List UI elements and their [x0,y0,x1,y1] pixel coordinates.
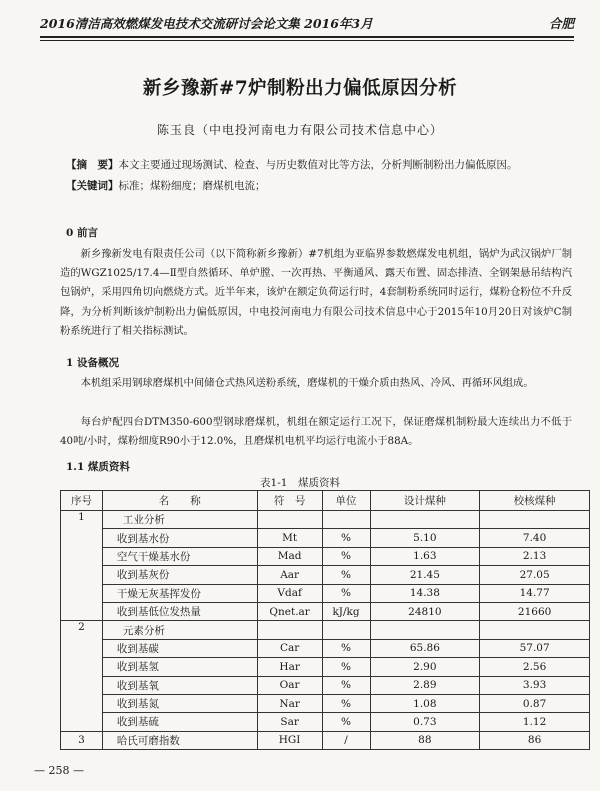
abstract [66,158,570,172]
table-row [61,529,590,547]
table-group-row [61,621,590,639]
page-number: — 258 — [34,764,84,777]
row-check: 0.87 [480,694,590,712]
author-line: 陈玉良（中电投河南电力有限公司技术信息中心） [156,123,443,137]
header-no: 序号 [61,491,103,511]
row-unit: % [322,566,370,584]
row-design: 2.90 [370,658,480,676]
group-no: 2 [61,621,103,731]
row-symbol: Aar [257,566,322,584]
running-header [40,14,574,38]
row-name: 收到基水份 [102,529,257,547]
row-name: 哈氏可磨指数 [102,731,257,749]
row-unit: % [322,639,370,657]
table-row [61,713,590,731]
row-name: 收到基低位发热量 [102,602,257,620]
table-row [61,658,590,676]
table-header-row [61,491,590,511]
row-name: 收到基灰份 [102,566,257,584]
row-design: 0.73 [370,713,480,731]
table-row [61,731,590,749]
header-divider [40,40,574,41]
row-unit: % [322,676,370,694]
row-check: 21660 [480,602,590,620]
journal-title: 2016清洁高效燃煤发电技术交流研讨会论文集 2016年3月 [40,16,373,31]
row-design: 1.63 [370,547,480,565]
row-design: 88 [370,731,480,749]
abstract-text: 本文主要通过现场测试、检查、与历史数值对比等方法，分析判断制粉出力偏低原因。 [118,159,518,171]
row-design: 5.10 [370,529,480,547]
keywords [66,179,570,193]
table-row [61,547,590,565]
row-design: 24810 [370,602,480,620]
header-unit: 单位 [322,491,370,511]
row-check: 14.77 [480,584,590,602]
table-caption: 表1-1 煤质资料 [260,477,340,489]
table-row [61,602,590,620]
paragraph-equipment-system: 本机组采用钢球磨煤机中间储仓式热风送粉系统，磨煤机的干燥介质由热风、冷风、再循环风组成。 [80,377,534,389]
row-check: 2.13 [480,547,590,565]
row-design: 14.38 [370,584,480,602]
row-check: 27.05 [480,566,590,584]
paragraph-equipment-mills: 每台炉配四台DTM350-600型钢球磨煤机，机组在额定运行工况下，保证磨煤机制粉最大连续出力不低于40吨/小时，煤粉细度R90小于12.0%，且磨煤机电机平均运行电流小于88A。 [60,416,572,448]
section-heading-equipment: 1 设备概况 [66,357,119,369]
row-name: 收到基氢 [102,658,257,676]
row-symbol: Nar [257,694,322,712]
row-symbol: Har [257,658,322,676]
row-check: 57.07 [480,639,590,657]
row-unit: % [322,694,370,712]
row-design: 21.45 [370,566,480,584]
group-name: 元素分析 [102,621,257,639]
header-check-coal: 校核煤种 [480,491,590,511]
row-check: 3.93 [480,676,590,694]
section-heading-preface: 0 前言 [66,227,98,239]
row-symbol: Mad [257,547,322,565]
group-no: 3 [61,731,103,749]
row-unit: % [322,584,370,602]
table-row [61,639,590,657]
row-unit: % [322,658,370,676]
keywords-text: 标准；煤粉细度；磨煤机电流； [118,180,266,192]
article-title: 新乡豫新#7炉制粉出力偏低原因分析 [142,78,458,99]
row-design: 2.89 [370,676,480,694]
row-symbol: Vdaf [257,584,322,602]
table-group-row [61,511,590,529]
row-symbol: Mt [257,529,322,547]
row-design: 1.08 [370,694,480,712]
row-check: 2.56 [480,658,590,676]
header-design-coal: 设计煤种 [370,491,480,511]
conference-location: 合肥 [548,16,574,31]
row-symbol: Oar [257,676,322,694]
row-symbol: HGI [257,731,322,749]
row-unit: % [322,547,370,565]
row-unit: kJ/kg [322,602,370,620]
row-name: 干燥无灰基挥发份 [102,584,257,602]
row-unit: % [322,529,370,547]
table-row [61,584,590,602]
row-name: 收到基碳 [102,639,257,657]
row-check: 86 [480,731,590,749]
header-symbol: 符 号 [257,491,322,511]
row-check: 7.40 [480,529,590,547]
row-name: 空气干燥基水份 [102,547,257,565]
row-check: 1.12 [480,713,590,731]
row-name: 收到基氧 [102,676,257,694]
row-unit: / [322,731,370,749]
section-heading-coal-data: 1.1 煤质资料 [66,461,130,473]
keywords-label: 【关键词】 [66,180,119,192]
row-symbol: Car [257,639,322,657]
header-name: 名 称 [102,491,257,511]
row-symbol: Qnet.ar [257,602,322,620]
coal-quality-table [60,490,590,750]
row-unit: % [322,713,370,731]
row-name: 收到基氮 [102,694,257,712]
row-name: 收到基硫 [102,713,257,731]
group-name: 工业分析 [102,511,257,529]
paragraph-preface: 新乡豫新发电有限责任公司（以下简称新乡豫新）#7机组为亚临界参数燃煤发电机组，锅炉为武汉锅炉厂制造的WGZ1025/17.4—Ⅱ型自然循环、单炉膛、一次再热、平衡通风、露天布置、固态排渣、全钢架悬吊结构汽包锅炉，采用四角切向燃烧方式。近半年来，该炉在额定负荷运行时，4套制粉系统同时运行，煤粉仓粉位不升反降，为分析判断该炉制粉出力偏低原因，中电投河南电力有限公司技术信息中心于2015年10月20日对该炉C制粉系统进行了相关指标测试。 [60,248,572,337]
abstract-label: 【摘 要】 [66,159,119,171]
group-no: 1 [61,511,103,621]
table-row [61,694,590,712]
row-symbol: Sar [257,713,322,731]
row-design: 65.86 [370,639,480,657]
table-row [61,676,590,694]
table-row [61,566,590,584]
